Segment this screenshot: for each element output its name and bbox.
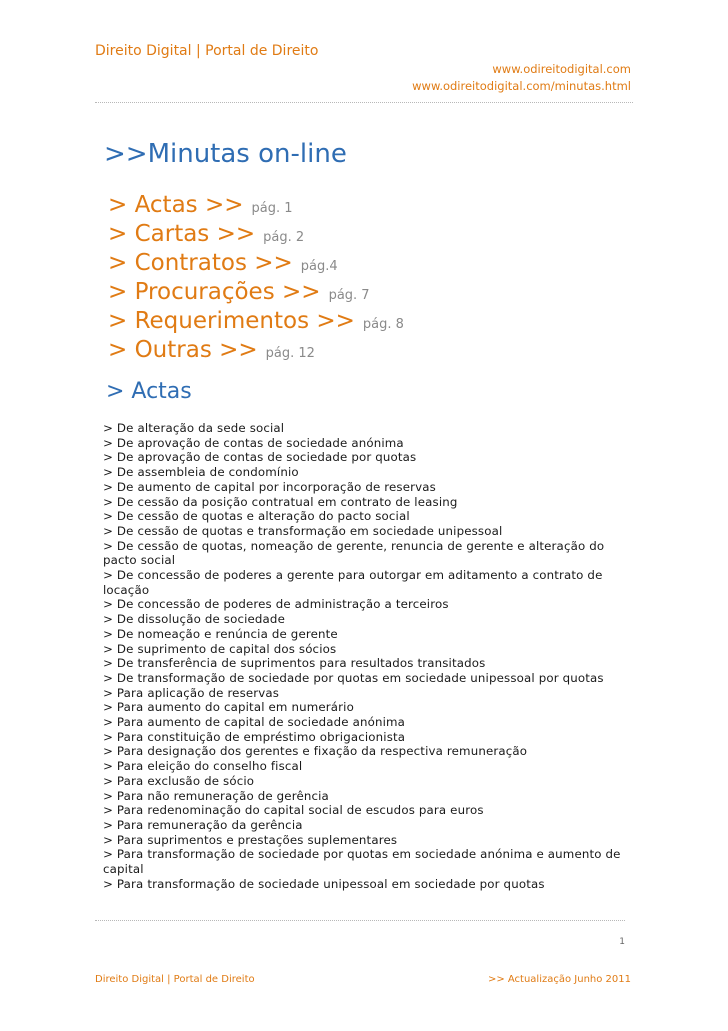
list-item[interactable]: > Para transformação de sociedade por quotas em sociedade anónima e aumento de capital: [103, 847, 621, 877]
list-item[interactable]: > De cessão de quotas e alteração do pacto social: [103, 509, 410, 524]
list-item[interactable]: > De concessão de poderes a gerente para outorgar em aditamento a contrato de locação: [103, 568, 603, 597]
toc-page: pág. 2: [263, 230, 305, 245]
header-divider: [95, 102, 633, 103]
list-item[interactable]: > Para aumento de capital de sociedade anónima: [103, 715, 406, 730]
toc-label: > Actas >>: [108, 192, 244, 218]
list-item[interactable]: > Para redenominação do capital social de escudos para euros: [103, 803, 484, 818]
toc-page: pág.4: [300, 259, 338, 274]
toc-page: pág. 1: [251, 201, 293, 216]
actas-list: [103, 421, 623, 892]
list-item[interactable]: > Para designação dos gerentes e fixação da respectiva remuneração: [103, 744, 528, 759]
list-item[interactable]: > De suprimento de capital dos sócios: [103, 641, 337, 656]
toc-item-contratos[interactable]: [108, 249, 404, 278]
list-item[interactable]: > De aprovação de contas de sociedade por quotas: [103, 450, 417, 465]
toc-label: > Cartas >>: [108, 221, 256, 247]
toc-item-procuracoes[interactable]: [108, 278, 404, 307]
list-item[interactable]: > De aumento de capital por incorporação de reservas: [103, 479, 436, 494]
list-item[interactable]: > Para transformação de sociedade unipessoal em sociedade por quotas: [103, 876, 545, 891]
toc-item-cartas[interactable]: [108, 220, 404, 249]
toc-page: pág. 8: [362, 317, 404, 332]
toc-item-actas[interactable]: [108, 191, 404, 220]
footer-site-name: Direito Digital | Portal de Direito: [95, 974, 255, 985]
header-title: Direito Digital | Portal de Direito: [95, 43, 319, 59]
list-item[interactable]: > De cessão da posição contratual em contrato de leasing: [103, 494, 458, 509]
list-item[interactable]: > Para aumento do capital em numerário: [103, 700, 354, 715]
list-item[interactable]: > De aprovação de contas de sociedade anónima: [103, 435, 404, 450]
list-item[interactable]: > De alteração da sede social: [103, 421, 285, 435]
toc-page: pág. 12: [265, 346, 315, 361]
toc-label: > Outras >>: [108, 337, 258, 363]
list-item[interactable]: > De cessão de quotas e transformação em sociedade unipessoal: [103, 523, 503, 538]
list-item[interactable]: > Para suprimentos e prestações suplementares: [103, 832, 398, 847]
list-item[interactable]: > Para não remuneração de gerência: [103, 788, 329, 803]
toc-label: > Requerimentos >>: [108, 308, 355, 334]
list-item[interactable]: > De transformação de sociedade por quotas em sociedade unipessoal por quotas: [103, 670, 604, 685]
list-item[interactable]: > Para aplicação de reservas: [103, 685, 280, 700]
list-item[interactable]: > De nomeação e renúncia de gerente: [103, 626, 338, 641]
list-item[interactable]: > Para constituição de empréstimo obrigacionista: [103, 729, 406, 744]
header-link-minutas[interactable]: www.odireitodigital.com/minutas.html: [412, 79, 631, 93]
toc-page: pág. 7: [328, 288, 370, 303]
list-item[interactable]: > De cessão de quotas, nomeação de gerente, renuncia de gerente e alteração do pacto social: [103, 538, 605, 568]
footer-update-note: >> Actualização Junho 2011: [487, 974, 631, 985]
toc-label: > Procurações >>: [108, 279, 321, 305]
list-item[interactable]: > De dissolução de sociedade: [103, 612, 285, 627]
footer-divider: [95, 920, 625, 921]
list-item[interactable]: > Para remuneração da gerência: [103, 817, 303, 832]
toc-label: > Contratos >>: [108, 250, 293, 276]
page-number: 1: [619, 937, 625, 947]
list-item[interactable]: > Para eleição do conselho fiscal: [103, 759, 303, 774]
list-item[interactable]: > De transferência de suprimentos para resultados transitados: [103, 656, 486, 671]
table-of-contents: [108, 191, 404, 365]
section-title-actas: > Actas: [106, 379, 192, 404]
toc-item-outras[interactable]: [108, 336, 404, 365]
list-item[interactable]: > Para exclusão de sócio: [103, 773, 255, 788]
list-item[interactable]: > De assembleia de condomínio: [103, 465, 299, 480]
toc-item-requerimentos[interactable]: [108, 307, 404, 336]
page-title: >>Minutas on-line: [104, 139, 347, 169]
list-item[interactable]: > De concessão de poderes de administração a terceiros: [103, 597, 449, 612]
header-link-home[interactable]: www.odireitodigital.com: [492, 62, 631, 76]
